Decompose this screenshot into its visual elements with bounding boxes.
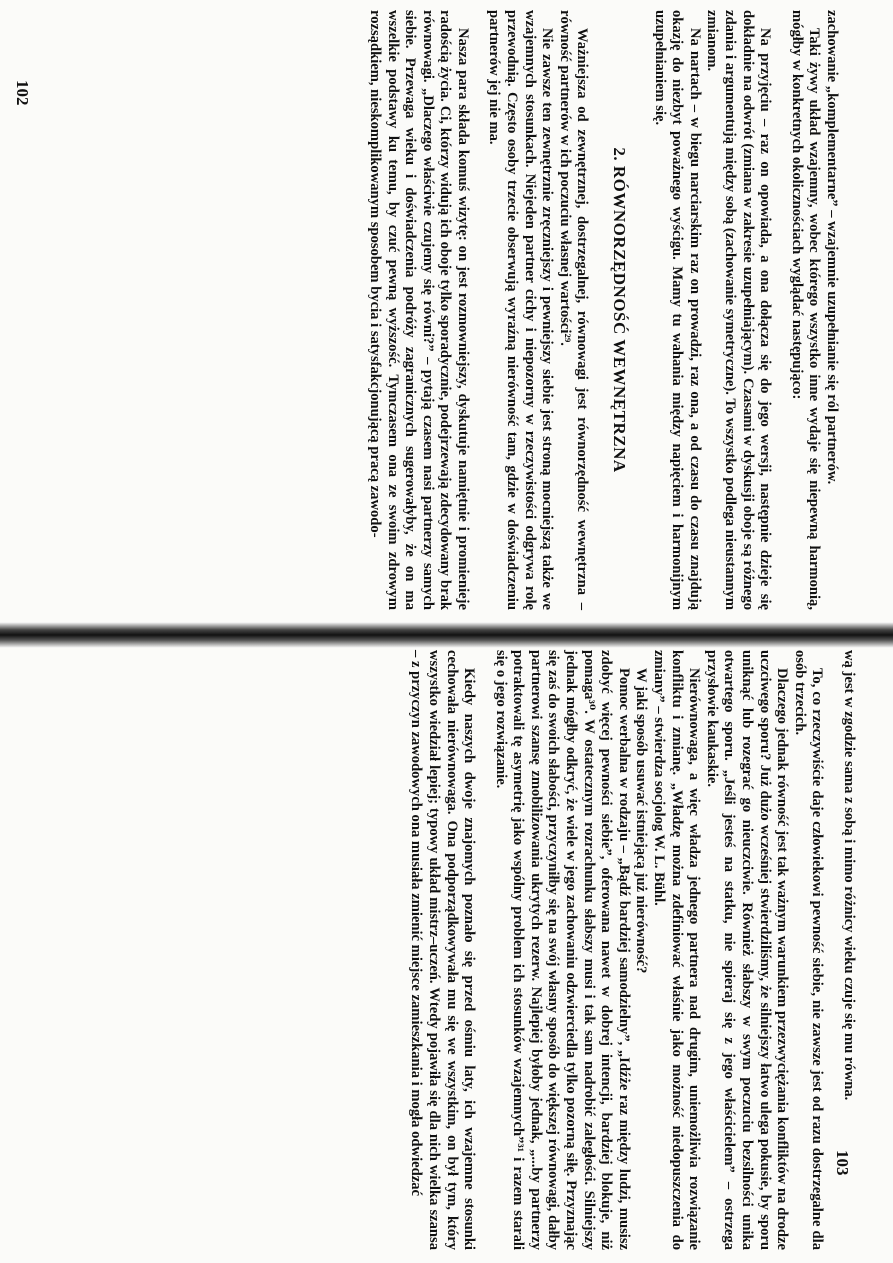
paragraph: Ważniejsza od zewnętrznej, dostrzegalnej, równowagi jest równorzędność wewnętrzna – równość partnerów w ich poczuciu własnej wartości²⁹. xyxy=(556,10,591,610)
paragraph: Taki żywy układ wzajemny, wobec którego wszystko inne wydaje się niepewną harmonią, mógłby w konkretnych okolicznościach wyglądać następująco: xyxy=(788,10,823,610)
page-number-right: 103 xyxy=(833,1150,852,1176)
paragraph: Nierównowaga, a więc władza jednego partnera nad drugim, uniemożliwia rozwiązanie konfliktu i zmianę. „Władzę można zdefiniować właśnie jako możność niedopuszczenia do zmiany” – stwierdza socjolog W. L. Bühl. xyxy=(651,650,703,1250)
section-heading: 2. RÓWNORZĘDNOŚĆ WEWNĘTRZNA xyxy=(610,147,630,473)
book-gutter xyxy=(0,622,893,648)
right-page xyxy=(37,650,857,1250)
paragraph: Na przyjęciu – raz on opowiada, a ona dołącza się do jego wersji, następnie dzieje się dokładnie na odwrót (zmiana w zakresie uzupełniającym). Czasami w dyskusji oboje są różnego zdania i argumentują między sobą (zachowanie symetryczne). To wszystko podlega nieustannym zmianom. xyxy=(704,10,774,610)
paragraph: Nasza para składa komuś wizytę: on jest rozmowniejszy, dyskutuje namiętnie i promienieje radością życia. Ci, którzy widują ich oboje tylko sporadycznie, podejrzewają zdecydowany brak równowagi. „Dlaczego właściwie czujemy się równi?” – pytają czasem nasi partnerzy samych siebie. Przewaga wieku i doświadczenia podróży zagranicznych sugerowałyby, że on ma wszelkie podstawy ku temu, by czuć pewną wyższość. Tymczasem ona ze swoim zdrowym rozsądkiem, nieskomplikowanym sposobem bycia i satysfakcjonującą pracą zawodo- xyxy=(366,10,471,610)
paragraph: To, co rzeczywiście daje człowiekowi pewność siebie, nie zawsze jest od razu dostrzegalne dla osób trzecich. xyxy=(791,650,826,1250)
paragraph: Dlaczego jednak równość jest tak ważnym warunkiem przezwyciężania konfliktów na drodze uczciwego sporu? Już dużo wcześniej stwierdziliśmy, że silniejszy łatwo ulega pokusie, by sporu uniknąć lub rozegrać go nieuczciwie. Również słabszy w swym poczuciu bezsilności unika otwartego sporu. „Jeśli jesteś na statku, nie spieraj się z jego właścicielem” – ostrzega przysłowie kaukaskie. xyxy=(703,650,791,1250)
paragraph: zachowanie „komplementarne” – wzajemnie uzupełnianie się ról partnerów. xyxy=(824,10,840,485)
page-number-left: 102 xyxy=(13,80,32,106)
paragraph: Na nartach – w biegu narciarskim raz on prowadzi, raz ona, a od czasu do czasu znajdują okazję do niezbyt poważnego wyścigu. Mamy tu wahania między napięciem i harmonijnym uzupełnianiem się. xyxy=(651,10,703,610)
paragraph: Kiedy naszych dwoje znajomych poznało się przed ośmiu laty, ich wzajemne stosunki cechowała nierównowaga. Ona podporządkowywała mu się we wszystkim, on był tym, który wszystko wiedział lepiej; typowy układ mistrz–uczeń. Wtedy pojawiła się dla nich wielka szansa – z przyczyn zawodowych ona musiała zmienić miejsce zamieszkania i mogła odwiedzać xyxy=(408,650,478,1250)
left-page xyxy=(366,10,840,610)
paragraph: W jaki sposób usuwać istniejącą już nierówność? xyxy=(633,668,650,974)
paragraph: Pomoc werbalna w rodzaju – „Bądź bardziej samodzielny”, „Idźże raz między ludzi, musisz zdobyć więcej pewności siebie”, oferowana nawet w dobrej intencji, bardziej blokuje, niż pomaga³⁰. W ostatecznym rozrachunku słabszy musi i tak sam nadrobić zaległości. Silniejszy jednak mógłby odkryć, że wiele w jego zachowaniu odzwierciedla tylko pozorną siłę. Przyznając się zaś do swoich słabości, przyczyniłby się na swój własny sposób do większej równowagi, dałby partnerowi szansę zmobilizowania ukrytych rezerw. Najlepiej byłoby jednak, „...by partnerzy potraktowali tę asymetrię jako wspólny problem ich stosunków wzajemnych”³¹ i razem starali się o jego rozwiązanie. xyxy=(492,650,632,1250)
paragraph: Nie zawsze ten zewnętrznie zręczniejszy i pewniejszy siebie jest stroną mocniejszą także we wzajemnych stosunkach. Niejeden partner cichy i niepozorny w rzeczywistości odgrywa rolę przewodnią. Często osoby trzecie obserwują wyraźną nierówność tam, gdzie w doświadczeniu partnerów jej nie ma. xyxy=(486,10,556,610)
paragraph: wą jest w zgodzie sama z sobą i mimo różnicy wieku czuje się mu równa. xyxy=(841,650,857,1101)
